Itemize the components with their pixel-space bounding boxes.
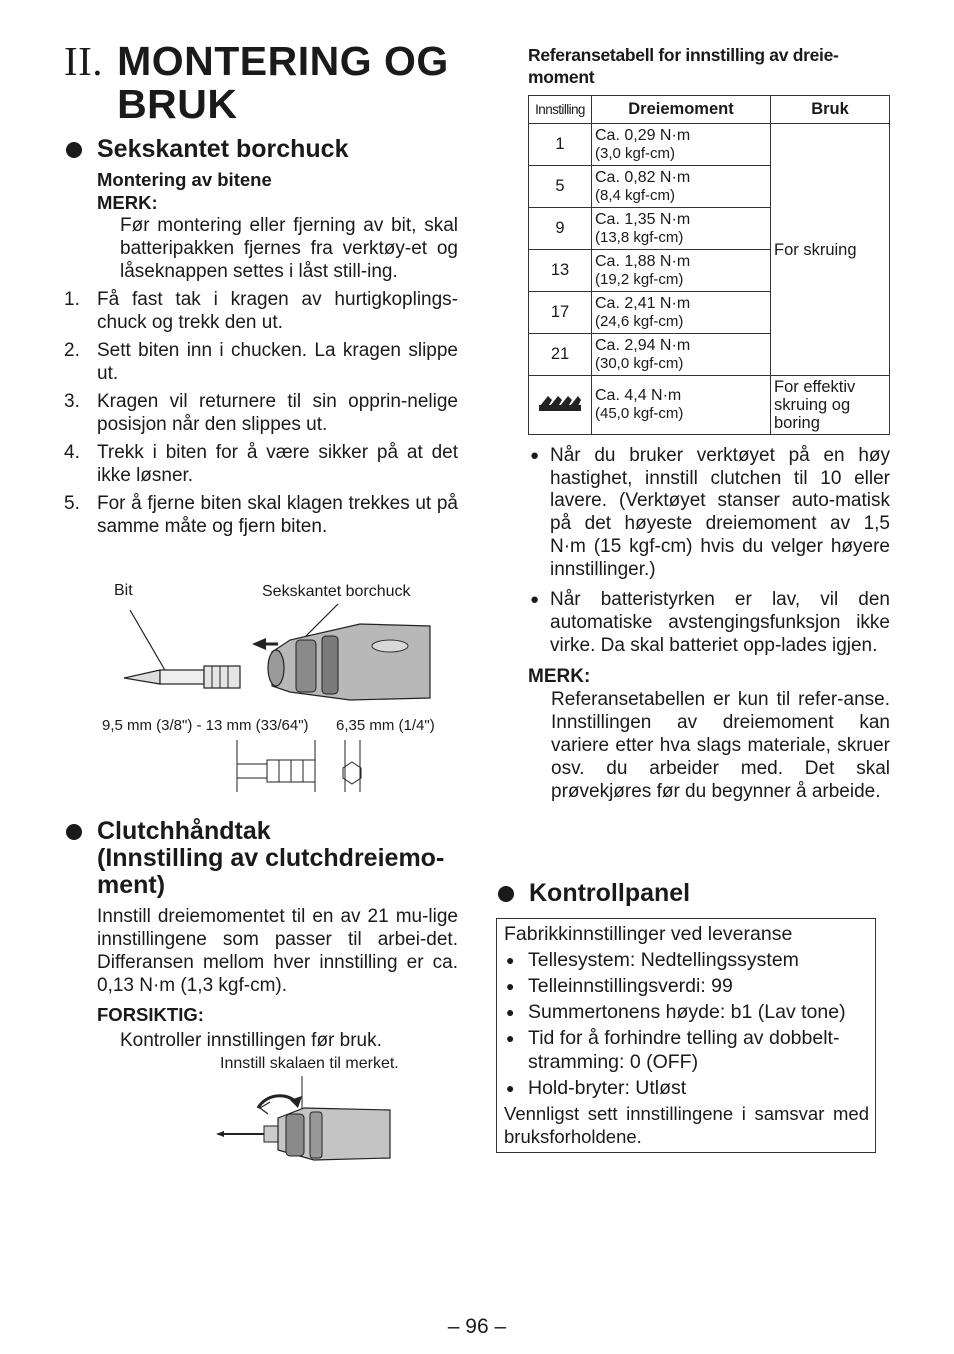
bullet-icon: ● xyxy=(506,1029,515,1046)
list-item: ● Når batteristyrken er lav, vil den automatiske avstengingsfunksjon ikke virke. Da skal batteriet opp-lades igjen. xyxy=(530,589,890,656)
table-row: 9 Ca. 1,35 N·m (13,8 kgf-cm) xyxy=(529,208,890,250)
figure-label-length: 9,5 mm (3/8") - 13 mm (33/64") xyxy=(102,717,309,734)
clutch-description: Innstill dreiemomentet til en av 21 mu-lige innstillingene som passer til arbei-det. Differansen mellom hver innstilling er ca. 0,13 N·m (1,3 kgf-cm). xyxy=(97,906,458,996)
bullet-dot-icon xyxy=(66,142,82,158)
mounting-steps xyxy=(64,289,458,538)
subheading-bit-mounting: Montering av bitene xyxy=(97,169,272,190)
factory-settings-box xyxy=(496,918,876,1153)
drill-mode-icon xyxy=(538,392,582,414)
list-item: 2. Sett biten inn i chucken. La kragen slippe ut. xyxy=(64,340,458,384)
section-heading-control-panel: Kontrollpanel xyxy=(496,880,954,907)
table-header: Innstilling xyxy=(529,96,592,124)
list-item: 4. Trekk i biten for å være sikker på at det ikke løsner. xyxy=(64,442,458,486)
use-screwing-cell: For skruing xyxy=(771,124,890,376)
list-item: ● Når du bruker verktøyet på en høy hastighet, innstill clutchen til 10 eller lavere. (Verktøyet stanser auto-matisk på det høyeste dreiemoment av 1,5 N·m (15 kgf-cm) hvis du velger høyere innstillinger.) xyxy=(530,445,890,580)
bullet-icon: ● xyxy=(530,591,540,609)
list-item: 3. Kragen vil returnere til sin opprin-nelige posisjon når den slippes ut. xyxy=(64,391,458,435)
list-item: ● Summertonens høyde: b1 (Lav tone) xyxy=(506,1000,846,1023)
table-row: 1 Ca. 0,29 N·m (3,0 kgf-cm) For skruing xyxy=(529,124,890,166)
chapter-numeral: II. xyxy=(64,38,104,84)
page-number: – 96 – xyxy=(447,1315,507,1338)
bit-dimension-diagram xyxy=(225,736,375,796)
table-row: 17 Ca. 2,41 N·m (24,6 kgf-cm) xyxy=(529,292,890,334)
figure-label-chuck: Sekskantet borchuck xyxy=(262,583,411,600)
list-item: ● Telleinnstillingsverdi: 99 xyxy=(506,974,733,997)
table-caption: Referansetabell for innstilling av dreie-moment xyxy=(528,45,839,87)
use-drilling-cell: For effektiv skruing og boring xyxy=(771,376,890,435)
list-item: 1. Få fast tak i kragen av hurtigkoplings-chuck og trekk den ut. xyxy=(64,289,458,333)
section-heading-clutch: Clutchhåndtak (Innstilling av clutchdreiemo- ment) xyxy=(64,818,458,899)
bullet-icon: ● xyxy=(530,447,540,464)
note2-label: MERK: xyxy=(528,666,591,688)
bullet-dot-icon xyxy=(66,824,82,840)
right-column xyxy=(528,44,890,803)
section-heading-hex-chuck: Sekskantet borchuck xyxy=(64,136,458,163)
note-label: MERK: xyxy=(97,192,158,213)
bullet-icon: ● xyxy=(506,1003,515,1020)
left-column xyxy=(64,40,458,544)
usage-notes-list xyxy=(528,445,890,657)
table-row: 5 Ca. 0,82 N·m (8,4 kgf-cm) xyxy=(529,166,890,208)
table-row: 13 Ca. 1,88 N·m (19,2 kgf-cm) xyxy=(529,250,890,292)
figure-label-scale: Innstill skalaen til merket. xyxy=(220,1055,399,1072)
list-item: ● Tellesystem: Nedtellingssystem xyxy=(506,948,799,971)
note-text: Før montering eller fjerning av bit, skal batteripakken fjernes fra verktøy-et og låseknappen settes i låst still-ing. xyxy=(120,215,458,282)
bullet-dot-icon xyxy=(498,886,514,902)
torque-table xyxy=(528,95,890,435)
box-footer: Vennligst sett innstillingene i samsvar med bruksforholdene. xyxy=(504,1102,869,1147)
table-row: 21 Ca. 2,94 N·m (30,0 kgf-cm) xyxy=(529,334,890,376)
clutch-section xyxy=(64,818,458,1052)
bit-chuck-illustration xyxy=(100,600,440,710)
box-title: Fabrikkinnstillinger ved leveranse xyxy=(504,923,793,945)
table-row: Ca. 4,4 N·m (45,0 kgf-cm) For effektiv skruing og boring xyxy=(529,376,890,435)
figure-label-bit: Bit xyxy=(114,582,133,599)
table-header: Dreiemoment xyxy=(592,96,771,124)
bullet-icon: ● xyxy=(506,977,515,994)
clutch-adjust-illustration xyxy=(214,1074,394,1164)
caution-text: Kontroller innstillingen før bruk. xyxy=(120,1030,382,1051)
list-item: ● Tid for å forhindre telling av dobbelt-stramming: 0 (OFF) xyxy=(506,1026,840,1073)
chapter-title xyxy=(64,40,458,126)
bullet-icon: ● xyxy=(506,1079,515,1096)
factory-settings-list xyxy=(504,948,869,1100)
list-item: ● Hold-bryter: Utløst xyxy=(506,1076,687,1099)
chapter-title-line1: MONTERING OG xyxy=(117,38,449,84)
chapter-title-line2: BRUK xyxy=(117,81,238,127)
note2-text: Referansetabellen er kun til refer-anse. Innstillingen av dreiemoment kan variere etter hva slags materiale, skruer osv. du arbeider med. Det skal prøvekjøres før du begynner å arbeide. xyxy=(551,689,890,803)
bullet-icon: ● xyxy=(506,951,515,968)
figure-label-hex-size: 6,35 mm (1/4") xyxy=(336,717,435,734)
list-item: 5. For å fjerne biten skal klagen trekkes ut på samme måte og fjern biten. xyxy=(64,493,458,537)
caution-label: FORSIKTIG: xyxy=(97,1004,204,1025)
table-header: Bruk xyxy=(771,96,890,124)
table-header-row xyxy=(529,96,890,124)
